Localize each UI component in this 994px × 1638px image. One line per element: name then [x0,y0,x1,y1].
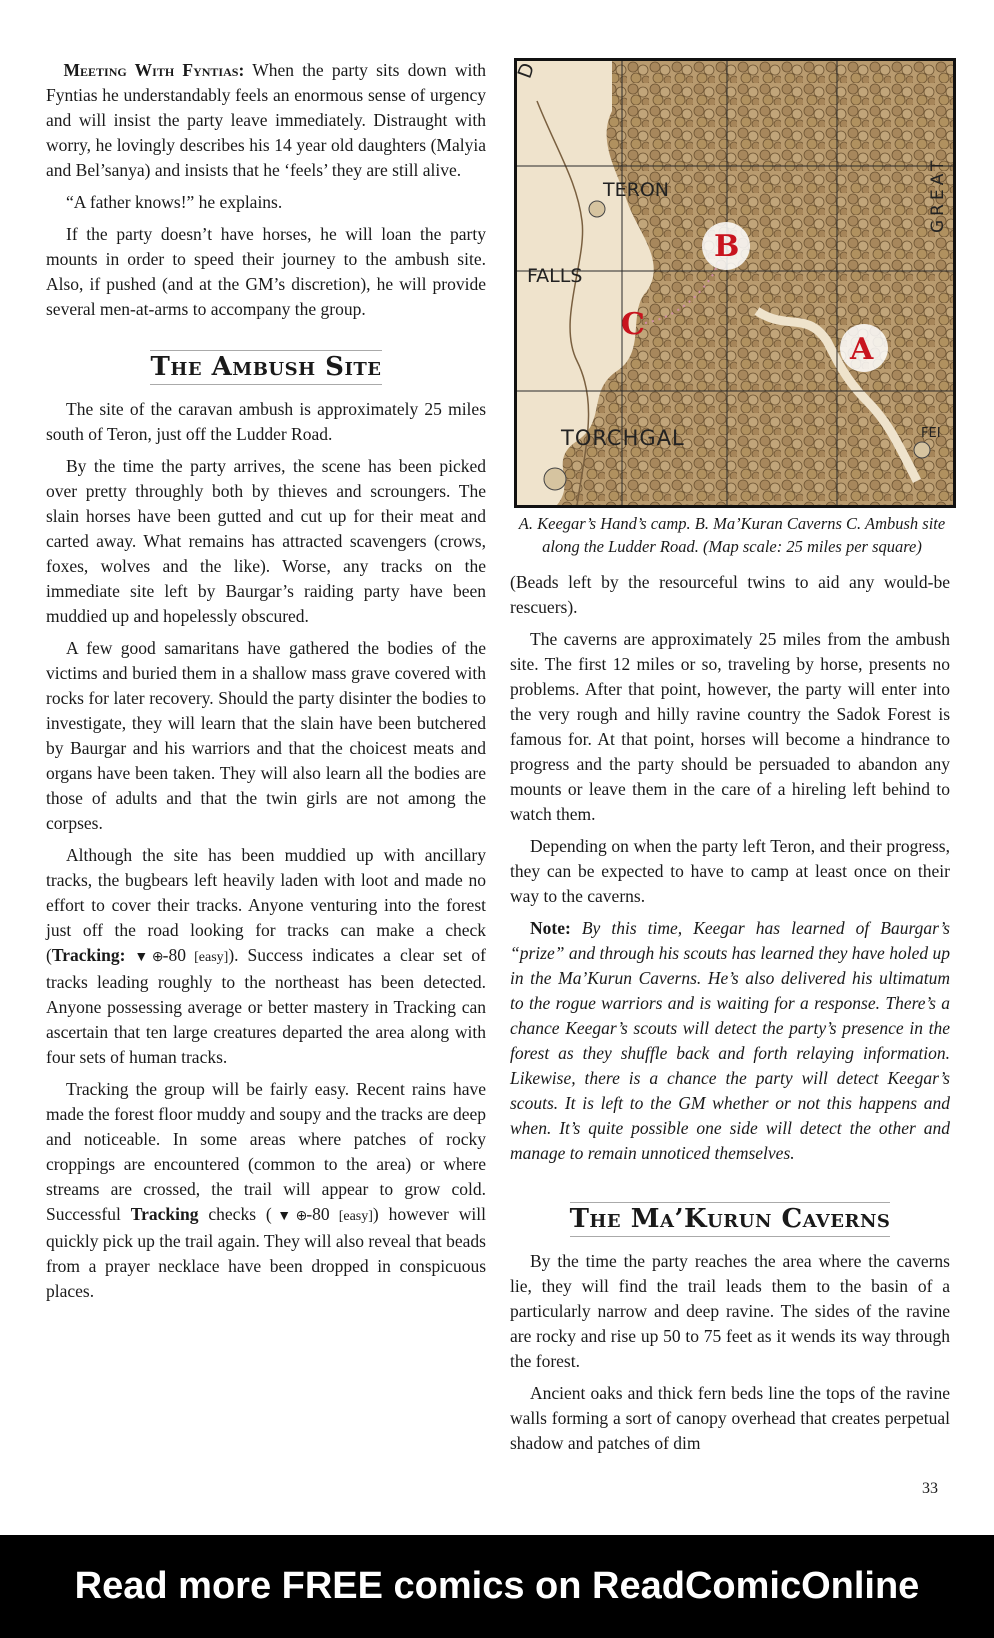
road-label: D [513,60,540,82]
note-text: By this time, Keegar has learned of Baurgar’s “prize” and through his scouts has learned they have holed up in the Ma’Kurun Caverns. He’s also delivered his ultimatum to the rogue warriors and is waiting for a response. There’s a chance Keegar’s scouts will detect the party’s presence in the forest as they shuffle back and forth relaying information. Likewise, there is a chance the party will detect Keegar’s scouts. It is left to the GM whether or not this happens and when. It’s quite possible one side will detect the other and manage to remain unnoticed themselves. [510,918,950,1163]
footer-banner-text[interactable]: Read more FREE comics on ReadComicOnline [74,1565,920,1607]
dice-icon: ▼⊕ [271,1209,307,1224]
location-a-label: A [850,332,874,367]
fe-label: FEI [921,426,941,441]
note-paragraph [510,916,950,1166]
torchgal-marker [544,468,566,490]
tracking-skill-label: Tracking: [51,945,126,965]
great-label: GREAT [928,156,948,233]
makurun-paragraph-2: Ancient oaks and thick fern beds line the tops of the ravine walls forming a sort of canopy overhead that creates perpetual shadow and patches of dim [510,1383,950,1453]
falls-label: FALLS [527,265,583,287]
torchgal-label: TORCHGAL [561,426,685,450]
region-map [514,58,956,508]
p4-modifier: -80 [162,945,186,965]
makurun-paragraph-1: By the time the party reaches the area where the caverns lie, they will find the trail leads them to the basin of a particularly narrow and deep ravine. The sides of the ravine are rocky and rise up 50 to 75 feet as it wends its way through the forest. [510,1251,950,1371]
quote-paragraph: “A father knows!” he explains. [66,192,283,212]
p4-difficulty: [easy] [185,950,229,965]
intro-text: When the party sits down with Fyntias he understandably feels an enormous sense of urgency and will insist the party leave immediately. Distraught with worry, he lovingly describes his 14 year old daughters (Malyia and Bel’sanya) and insists that he ‘feels’ they are still alive. [46,60,486,180]
intro-paragraph [46,58,486,183]
horses-paragraph: If the party doesn’t have horses, he will loan the party mounts in order to speed their journey to the ambush site. Also, if pushed (and at the GM’s discretion), he will provide several men-at-arms to accompany the group. [46,224,486,319]
makurun-heading: The Ma’Kurun Caverns [570,1202,891,1237]
map-caption: A. Keegar’s Hand’s camp. B. Ma’Kuran Caverns C. Ambush site along the Ludder Road. (Map scale: 25 miles per square) [518,514,946,556]
ambush-paragraph-1: The site of the caravan ambush is approximately 25 miles south of Teron, just off the Ludder Road. [46,399,486,444]
makurun-heading-block [510,1202,950,1237]
p4-text-c: ). Success indicates a clear set of tracks leading roughly to the northeast has been detected. Anyone possessing average or better mastery in Tracking can ascertain that ten large creatures departed the area along with four sets of human tracks. [46,945,486,1067]
ambush-paragraph-4 [46,843,486,1070]
fe-marker [914,442,930,458]
caverns-paragraph-2: Depending on when the party left Teron, and their progress, they can be expected to have to camp at least once on their way to the caverns. [510,836,950,906]
ambush-paragraph-3: A few good samaritans have gathered the bodies of the victims and buried them in a shallow mass grave covered with rocks for later recovery. Should the party disinter the bodies to investigate, they will learn that the slain have been butchered by Baurgar and his warriors and that the choicest meats and organs have been taken. They will also learn all the bodies are those of adults and that the twin girls are not among the corpses. [46,638,486,833]
p5-text-b: checks ( [198,1204,272,1224]
caverns-paragraph-1: The caverns are approximately 25 miles from the ambush site. The first 12 miles or so, traveling by horse, presents no problems. After that point, however, the party will enter into the very rough and hilly ravine country the Sadok Forest is famous for. At that point, horses will become a hindrance to progress and the party should be persuaded to abandon any mounts or leave them in the care of a hireling left behind to watch them. [510,629,950,824]
p5-difficulty: [easy] [329,1209,373,1224]
tracking-skill-label-2: Tracking [130,1204,199,1224]
p4-text-a: Although the site has been muddied up with ancillary tracks, the bugbears left heavily laden with loot and made no effort to cover their tracks. Anyone venturing into the forest just off the road looking for tracks can make a check ( [46,845,486,965]
ambush-paragraph-5 [46,1077,486,1304]
p5-text-a: Tracking the group will be fairly easy. Recent rains have made the forest floor muddy and soupy and the tracks are deep and noticeable. In some areas where patches of rocky croppings are encountered (common to the area) or where streams are crossed, the trail will appear to grow cold. Successful [46,1079,486,1224]
location-b-label: B [714,229,740,264]
beads-paragraph: (Beads left by the resourceful twins to aid any would-be rescuers). [510,572,950,617]
footer-banner[interactable] [0,1535,994,1638]
note-label: Note: [530,918,571,938]
left-column [46,58,486,1311]
dice-icon: ▼⊕ [134,950,163,965]
right-column [510,570,950,1463]
location-c-label: C [621,307,645,342]
ambush-paragraph-2: By the time the party arrives, the scene has been picked over pretty throughly both by thieves and scroungers. The slain horses have been gutted and cut up for their meat and carted away. What remains has attracted scavengers (crows, foxes, wolves and the like). Worse, any tracks on the immediate site left by Baurgar’s raiding party have been muddied up and hopelessly obscured. [46,456,486,626]
p5-text-d: ) however will quickly pick up the trail again. They will also reveal that beads from a prayer necklace have been dropped in conspicuous places. [46,1204,486,1301]
ambush-site-heading-block [46,350,486,385]
ambush-site-heading: The Ambush Site [150,350,381,385]
map-svg [513,60,953,505]
intro-lead: Meeting With Fyntias: [63,60,245,80]
teron-label: TERON [603,179,669,201]
teron-marker [589,201,605,217]
page-number: 33 [922,1480,938,1497]
p5-modifier: -80 [306,1204,330,1224]
